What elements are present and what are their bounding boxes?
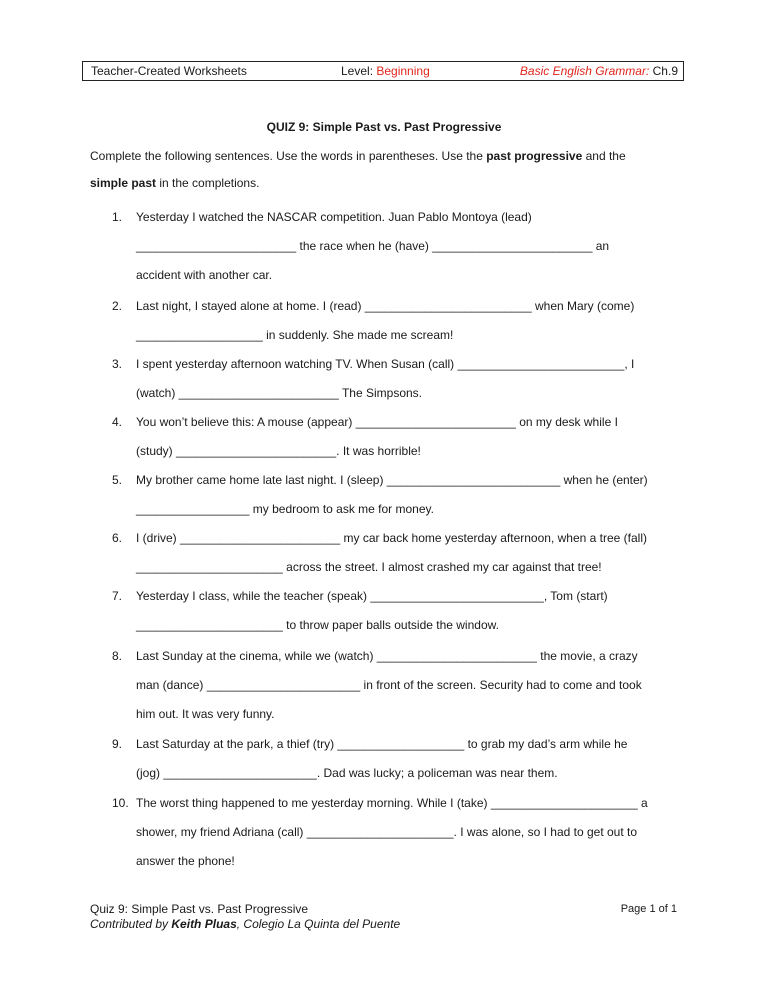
instructions-bold-1: past progressive [486, 149, 583, 163]
question-number: 9. [112, 737, 123, 751]
question-number: 5. [112, 473, 123, 487]
question-line: answer the phone! [136, 854, 235, 868]
footer [90, 902, 400, 932]
instructions-text-1: Complete the following sentences. Use the words in parentheses. Use the [90, 149, 487, 163]
question-line: (study) ________________________. It was horrible! [136, 444, 421, 458]
question-number: 7. [112, 589, 123, 603]
question-number: 6. [112, 531, 123, 545]
question-line: Yesterday I watched the NASCAR competition. Juan Pablo Montoya (lead) [136, 210, 532, 224]
chapter: Ch.9 [652, 64, 678, 78]
question-line: Last Saturday at the park, a thief (try) ___________________ to grab my dad’s arm while he [136, 737, 628, 751]
header-box [82, 61, 684, 81]
question-number: 3. [112, 357, 123, 371]
page-number: Page 1 of 1 [620, 903, 677, 915]
footer-contributed-by: Contributed by [90, 917, 172, 931]
question-line: him out. It was very funny. [136, 707, 275, 721]
level-label: Level: [341, 64, 377, 78]
question-line: man (dance) _______________________ in front of the screen. Security had to come and took [136, 678, 642, 692]
question-line: ________________________ the race when he (have) ________________________ an [136, 239, 610, 253]
question-number: 2. [112, 299, 123, 313]
question-line: Last night, I stayed alone at home. I (read) _________________________ when Mary (come) [136, 299, 635, 313]
question-line: shower, my friend Adriana (call) ______________________. I was alone, so I had to get out to [136, 825, 638, 839]
book-title: Basic English Grammar: [519, 64, 650, 78]
instructions-bold-2: simple past [90, 176, 157, 190]
header-book [520, 62, 678, 80]
question-line: My brother came home late last night. I (sleep) __________________________ when he (enter) [136, 473, 648, 487]
question-line: You won’t believe this: A mouse (appear) ________________________ on my desk while I [136, 415, 618, 429]
question-number: 1. [112, 210, 123, 224]
header-level [341, 62, 430, 80]
question-number: 10. [112, 796, 129, 810]
question-line: Last Sunday at the cinema, while we (watch) ________________________ the movie, a crazy [136, 649, 638, 663]
question-line: Yesterday I class, while the teacher (speak) __________________________, Tom (start) [136, 589, 608, 603]
question-line: accident with another car. [136, 268, 273, 282]
question-number: 8. [112, 649, 123, 663]
footer-credit [90, 917, 400, 932]
quiz-title: QUIZ 9: Simple Past vs. Past Progressive [266, 120, 502, 134]
question-line: I spent yesterday afternoon watching TV. When Susan (call) _________________________, I [136, 357, 635, 371]
question-line: I (drive) ________________________ my car back home yesterday afternoon, when a tree (fall) [136, 531, 647, 545]
instructions-text-3: in the completions. [156, 176, 260, 190]
footer-author: Keith Pluas [171, 917, 237, 931]
footer-school: , Colegio La Quinta del Puente [236, 917, 401, 931]
instructions-text-2: and the [582, 149, 626, 163]
question-line: The worst thing happened to me yesterday morning. While I (take) ______________________ a [136, 796, 648, 810]
question-number: 4. [112, 415, 123, 429]
question-line: (watch) ________________________ The Simpsons. [136, 386, 422, 400]
level-value: Beginning [376, 64, 430, 78]
question-line: (jog) _______________________. Dad was lucky; a policeman was near them. [136, 766, 558, 780]
instructions [90, 143, 690, 197]
question-line: ______________________ to throw paper balls outside the window. [136, 618, 499, 632]
footer-title: Quiz 9: Simple Past vs. Past Progressive [90, 902, 309, 916]
question-line: _________________ my bedroom to ask me for money. [136, 502, 434, 516]
header-source: Teacher-Created Worksheets [91, 64, 247, 78]
question-line: ______________________ across the street. I almost crashed my car against that tree! [136, 560, 602, 574]
question-line: ___________________ in suddenly. She made me scream! [136, 328, 454, 342]
